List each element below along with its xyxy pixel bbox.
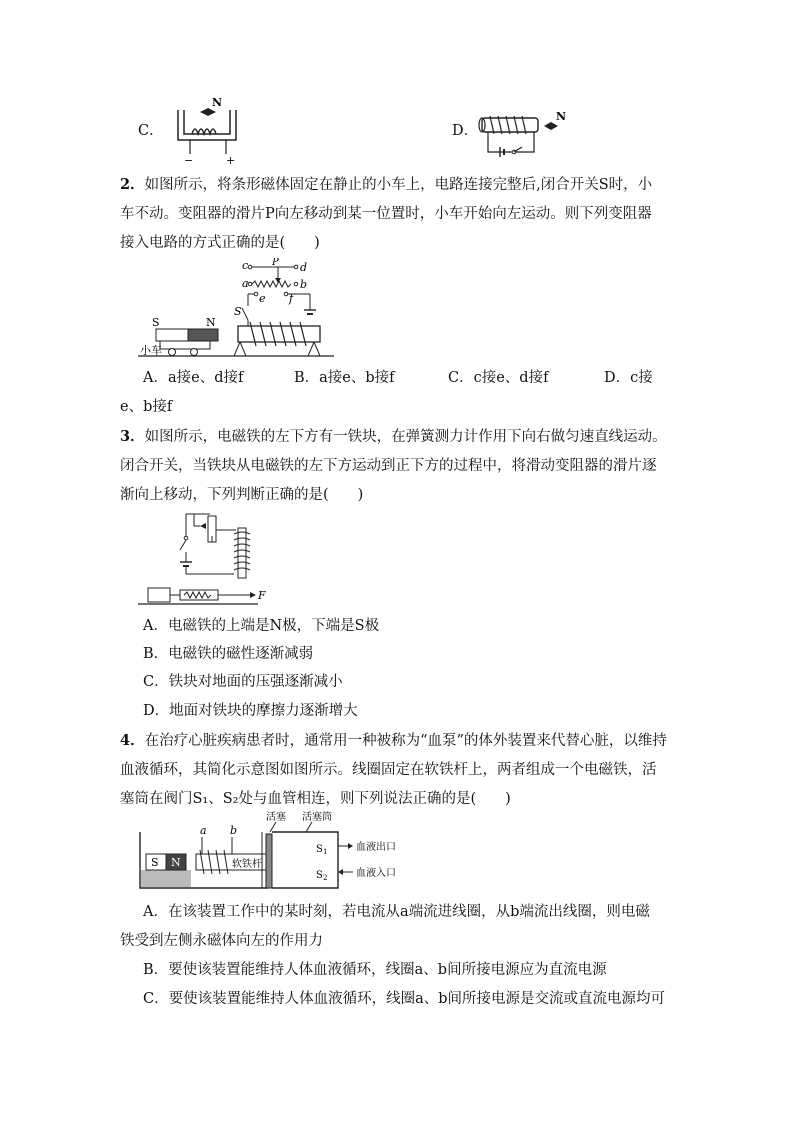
fig-q2-cart-label: 小车 <box>140 344 162 357</box>
q3-figure <box>138 508 268 608</box>
fig-q4-rod-label: 软铁杆 <box>232 859 262 870</box>
fig-q4-s1: S <box>316 844 323 855</box>
q2-line2: 车不动。变阻器的滑片P向左移动到某一位置时，小车开始向左运动。则下列变阻器 <box>120 206 652 222</box>
fig-q4-cylinder-label: 活塞筒 <box>302 812 332 823</box>
q3-option-d: D．地面对铁块的摩擦力逐渐增大 <box>143 703 358 719</box>
q2-option-b: B．a接e、b接f <box>294 370 395 386</box>
fig-q2-d: d <box>300 261 308 274</box>
fig-q4-magnet-s: S <box>151 856 159 869</box>
q4-option-b: B．要使该装置能维持人体血液循环，线圈a、b间所接电源应为直流电源 <box>143 962 607 978</box>
fig-q4-piston-label: 活塞 <box>266 812 286 823</box>
q4-line1: 4．在治疗心脏疾病患者时，通常用一种被称为“血泵”的体外装置来代替心脏，以维持 <box>120 732 667 749</box>
q3-option-b: B．电磁铁的磁性逐渐减弱 <box>143 646 314 662</box>
fig-q4-s2-sub: 2 <box>323 874 328 882</box>
fig-q4-s2: S <box>316 870 323 881</box>
fig-q4-b: b <box>230 824 238 837</box>
fig-q4-s1-sub: 1 <box>323 848 328 856</box>
fig-q4-outlet-label: 血液出口 <box>356 842 396 853</box>
fig-q3-force-label: F <box>258 589 266 602</box>
fig-q2-a: a <box>242 277 249 290</box>
q2-option-d: D．c接 <box>604 370 653 386</box>
fig-q4-a: a <box>200 824 207 837</box>
fig-d-pole-label: N <box>556 110 567 123</box>
fig-q4-inlet-label: 血液入口 <box>356 868 396 879</box>
q4-line2: 血液循环，其简化示意图如图所示。线圈固定在软铁杆上，两者组成一个电磁铁，活 <box>120 762 657 778</box>
q4-option-a-line2: 铁受到左侧永磁体向左的作用力 <box>120 933 323 949</box>
compass-needle-icon <box>200 108 216 116</box>
q1-figure-d <box>474 108 574 160</box>
fig-q2-switch: S <box>234 305 242 318</box>
fig-q2-magnet-s: S <box>152 316 160 329</box>
fig-q4-magnet-n: N <box>171 856 181 869</box>
fig-c-minus: − <box>184 154 194 167</box>
q2-option-a: A．a接e、d接f <box>143 370 244 386</box>
q3-option-a: A．电磁铁的上端是N极，下端是S极 <box>143 618 380 634</box>
q4-option-c: C．要使该装置能维持人体血液循环，线圈a、b间所接电源是交流或直流电源均可 <box>143 991 666 1007</box>
q4-figure <box>138 810 418 894</box>
q3-line2: 闭合开关，当铁块从电磁铁的左下方运动到正下方的过程中，将滑动变阻器的滑片逐 <box>120 458 657 474</box>
fig-q2-f: f <box>289 292 294 305</box>
fig-q2-magnet-n: N <box>206 316 216 329</box>
q4-option-a-line1: A．在该装置工作中的某时刻，若电流从a端流进线圈，从b端流出线圈，则电磁 <box>143 904 650 920</box>
q3-option-c: C．铁块对地面的压强逐渐减小 <box>143 674 343 690</box>
q2-option-c: C．c接e、d接f <box>448 370 549 386</box>
q1-option-c-label: C． <box>138 123 164 139</box>
q2-figure <box>138 258 338 360</box>
fig-c-plus: + <box>226 154 236 167</box>
q3-line3: 渐向上移动，下列判断正确的是( ) <box>120 487 364 503</box>
fig-q2-c: c <box>242 259 249 272</box>
q2-line1: 2．如图所示，将条形磁体固定在静止的小车上，电路连接完整后,闭合开关S时，小 <box>120 176 653 193</box>
q4-line3: 塞筒在阀门S₁、S₂处与血管相连，则下列说法正确的是( ) <box>120 791 511 807</box>
q1-option-d-label: D． <box>452 123 479 139</box>
q3-line1: 3．如图所示，电磁铁的左下方有一铁块，在弹簧测力计作用下向右做匀速直线运动。 <box>120 428 667 445</box>
fig-q2-p: P <box>272 258 279 268</box>
fig-c-pole-label: N <box>212 96 223 109</box>
fig-q2-b: b <box>300 278 308 291</box>
q1-figure-c <box>170 96 250 168</box>
compass-needle-icon <box>544 122 558 130</box>
fig-q2-e: e <box>259 292 266 305</box>
q2-line3: 接入电路的方式正确的是( ) <box>120 235 320 251</box>
q2-option-d-continued: e、b接f <box>120 399 173 415</box>
